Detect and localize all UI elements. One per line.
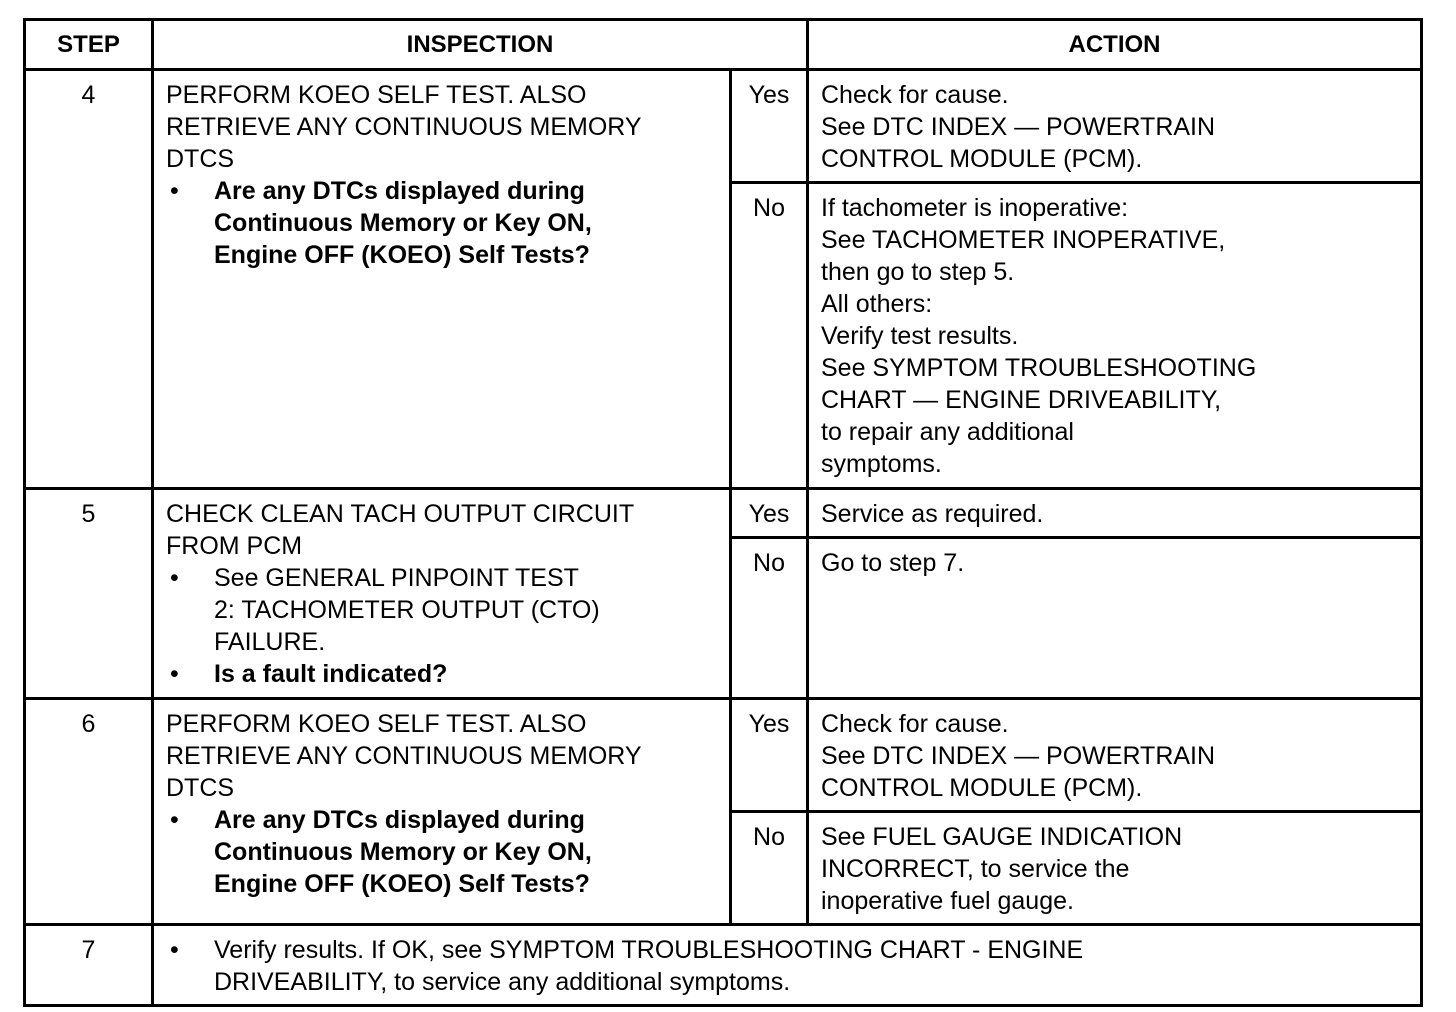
bullet-line: Verify results. If OK, see SYMPTOM TROUBLESHOOTING CHART - ENGINE [214,936,1084,964]
action-line: Verify test results. [821,322,1019,350]
inspection-bullet [166,658,719,690]
inspection-line: DTCS [166,145,235,173]
inspection-line: FROM PCM [166,532,303,560]
inspection-cell [153,699,731,925]
yes-label: Yes [731,489,808,538]
action-line: See DTC INDEX — POWERTRAIN [821,113,1216,141]
inspection-line: CHECK CLEAN TACH OUTPUT CIRCUIT [166,500,635,528]
bullet-line: Are any DTCs displayed during [214,177,585,205]
action-line: Check for cause. [821,81,1009,109]
header-step: STEP [25,20,153,70]
header-row [25,20,1422,70]
action-line: All others: [821,290,933,318]
no-action [808,183,1422,489]
bullet-line: 2: TACHOMETER OUTPUT (CTO) [214,596,600,624]
table-row [25,489,1422,538]
bullet-line: Engine OFF (KOEO) Self Tests? [214,241,590,269]
action-line: Service as required. [821,500,1044,528]
yes-action [808,489,1422,538]
inspection-line: DTCS [166,774,235,802]
yes-label: Yes [731,699,808,812]
inspection-line: RETRIEVE ANY CONTINUOUS MEMORY [166,113,642,141]
action-line: See FUEL GAUGE INDICATION [821,823,1183,851]
inspection-bullet [166,804,719,900]
action-line: See SYMPTOM TROUBLESHOOTING [821,354,1257,382]
bullet-line: Is a fault indicated? [214,660,448,688]
table-row [25,925,1422,1006]
action-line: symptoms. [821,450,942,478]
action-line: to repair any additional [821,418,1074,446]
step-number: 4 [25,70,153,489]
bullet-dot: • [170,806,179,834]
no-action [808,812,1422,925]
inspection-cell [153,70,731,489]
action-line: CONTROL MODULE (PCM). [821,145,1143,173]
inspection-bullet [166,175,719,271]
header-inspection: INSPECTION [153,20,808,70]
yes-label: Yes [731,70,808,183]
table-row [25,70,1422,183]
no-label: No [731,812,808,925]
action-line: Check for cause. [821,710,1009,738]
action-line: See DTC INDEX — POWERTRAIN [821,742,1216,770]
no-label: No [731,183,808,489]
bullet-dot: • [170,177,179,205]
bullet-line: Continuous Memory or Key ON, [214,209,592,237]
inspection-line: PERFORM KOEO SELF TEST. ALSO [166,710,587,738]
no-action [808,538,1422,699]
bullet-dot: • [170,936,179,964]
step-number: 7 [25,925,153,1006]
header-action: ACTION [808,20,1422,70]
action-line: See TACHOMETER INOPERATIVE, [821,226,1226,254]
step-number: 6 [25,699,153,925]
step7-cell [153,925,1422,1006]
bullet-line: See GENERAL PINPOINT TEST [214,564,579,592]
diagnostic-table [23,18,1423,1007]
yes-action [808,699,1422,812]
inspection-bullet [166,934,1410,998]
bullet-line: FAILURE. [214,628,326,656]
bullet-dot: • [170,660,179,688]
bullet-line: Engine OFF (KOEO) Self Tests? [214,870,590,898]
inspection-cell [153,489,731,699]
action-line: If tachometer is inoperative: [821,194,1129,222]
no-label: No [731,538,808,699]
bullet-line: Continuous Memory or Key ON, [214,838,592,866]
inspection-line: RETRIEVE ANY CONTINUOUS MEMORY [166,742,642,770]
bullet-dot: • [170,564,179,592]
table-row [25,699,1422,812]
yes-action [808,70,1422,183]
action-line: then go to step 5. [821,258,1015,286]
inspection-line: PERFORM KOEO SELF TEST. ALSO [166,81,587,109]
step-number: 5 [25,489,153,699]
action-line: inoperative fuel gauge. [821,887,1074,915]
action-line: CONTROL MODULE (PCM). [821,774,1143,802]
action-line: INCORRECT, to service the [821,855,1130,883]
bullet-line: Are any DTCs displayed during [214,806,585,834]
bullet-line: DRIVEABILITY, to service any additional symptoms. [214,968,791,996]
action-line: Go to step 7. [821,549,965,577]
inspection-bullet [166,562,719,658]
action-line: CHART — ENGINE DRIVEABILITY, [821,386,1222,414]
